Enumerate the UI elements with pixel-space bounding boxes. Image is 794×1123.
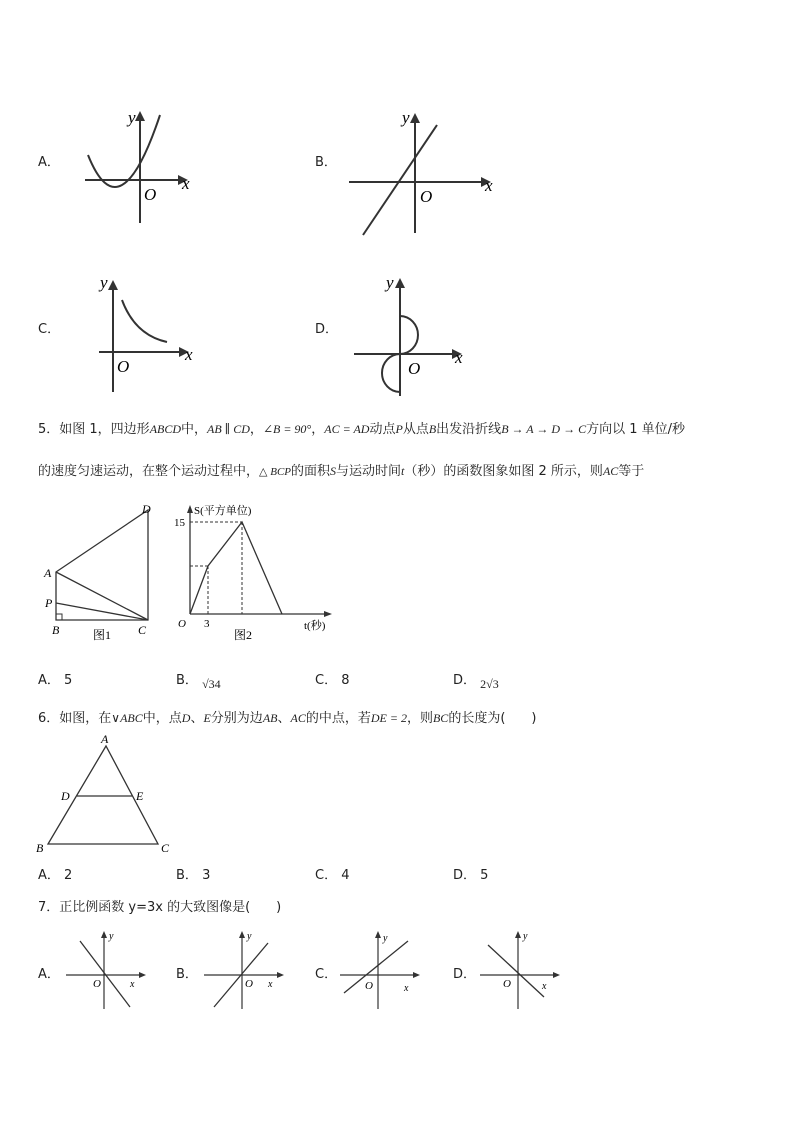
q5-text: 与运动时间 bbox=[336, 464, 402, 479]
q5-text: 的面积 bbox=[291, 464, 331, 479]
q5-cond-angle: ∠B = 90° bbox=[262, 422, 312, 436]
q5-path: B → A → D → C bbox=[501, 422, 587, 436]
q6-triangle: ∨ABC bbox=[111, 711, 143, 725]
q6-de: DE = 2 bbox=[370, 711, 407, 725]
q7-text: 正比例函数 y=3x 的大致图像是( ) bbox=[59, 900, 282, 915]
q4-option-b-graph bbox=[345, 105, 505, 240]
q5-option-c[interactable] bbox=[315, 669, 350, 688]
q5-text: 如图 1，四边形 bbox=[59, 422, 150, 437]
q7d-origin-label: O bbox=[503, 978, 511, 990]
q5-text: （秒）的函数图象如图 2 所示，则 bbox=[404, 464, 603, 479]
fig2-origin: O bbox=[178, 618, 186, 630]
q6-number: 6． bbox=[38, 711, 60, 726]
q5-opt-label: B． bbox=[176, 673, 198, 688]
q5-opt-label: C． bbox=[315, 673, 338, 688]
q6-text: 、 bbox=[190, 711, 204, 726]
q7-option-a-graph bbox=[64, 927, 154, 1012]
q7b-origin-label: O bbox=[245, 978, 253, 990]
q5-text: 动点 bbox=[369, 422, 396, 437]
q4a-y-label: y bbox=[128, 108, 136, 127]
q6-text: 的长度为( ) bbox=[448, 711, 537, 726]
q5-figure2 bbox=[172, 500, 342, 650]
q6-text: 、 bbox=[277, 711, 291, 726]
q4-option-c-label[interactable]: C． bbox=[38, 322, 61, 337]
q5-line1 bbox=[38, 418, 685, 437]
q4-option-a-graph bbox=[80, 105, 200, 225]
q5-option-a[interactable] bbox=[38, 669, 72, 688]
fig2-x-tick: 3 bbox=[204, 618, 210, 630]
q5-line2 bbox=[38, 460, 644, 479]
q6-opt-value: 4 bbox=[341, 868, 350, 883]
q4c-y-label: y bbox=[100, 273, 108, 292]
q6-opt-value: 5 bbox=[480, 868, 489, 883]
fig1-label-b: B bbox=[52, 623, 60, 637]
q7-option-d-label[interactable]: D． bbox=[453, 967, 477, 982]
q5-option-b[interactable] bbox=[176, 669, 221, 691]
q7c-y-label: y bbox=[383, 933, 388, 944]
q6-label-b: B bbox=[36, 841, 44, 855]
q5-quad: ABCD bbox=[149, 422, 182, 436]
q5-sep: ， bbox=[311, 422, 325, 437]
q5-text: 的速度匀速运动，在整个运动过程中， bbox=[38, 464, 260, 479]
q5-opt-value: 2√3 bbox=[480, 677, 499, 691]
q4-option-a-label[interactable]: A． bbox=[38, 155, 60, 170]
q6-point-e: E bbox=[203, 711, 211, 725]
q4-option-d-graph bbox=[350, 270, 475, 400]
q6-label-e: E bbox=[136, 789, 144, 803]
q6-option-d[interactable] bbox=[453, 864, 488, 883]
q5-opt-value: 5 bbox=[64, 673, 73, 688]
q6-opt-label: D． bbox=[453, 868, 477, 883]
fig2-x-label: t(秒) bbox=[304, 620, 326, 632]
q5-text: 方向以 1 单位/秒 bbox=[586, 422, 686, 437]
q6-opt-label: A． bbox=[38, 868, 60, 883]
q5-cond-parallel: AB ∥ CD bbox=[207, 422, 250, 436]
q5-figure1 bbox=[38, 500, 168, 650]
q6-point-d: D bbox=[181, 711, 191, 725]
q5-number: 5． bbox=[38, 422, 60, 437]
q4-option-b-label[interactable]: B． bbox=[315, 155, 337, 170]
q6-ab: AB bbox=[262, 711, 278, 725]
fig2-caption: 图2 bbox=[234, 628, 253, 642]
q6-opt-label: C． bbox=[315, 868, 338, 883]
q5-text: 中， bbox=[181, 422, 208, 437]
q5-point-p: P bbox=[395, 422, 403, 436]
q5-point-b: B bbox=[428, 422, 437, 436]
q4c-x-label: x bbox=[185, 345, 193, 364]
q7c-x-label: x bbox=[404, 983, 409, 994]
q7-option-b-label[interactable]: B． bbox=[176, 967, 198, 982]
fig2-y-label: S(平方单位) bbox=[194, 505, 252, 517]
q4b-origin-label: O bbox=[420, 187, 433, 206]
q4d-origin-label: O bbox=[408, 359, 421, 378]
q7b-y-label: y bbox=[247, 931, 252, 942]
q6-opt-value: 2 bbox=[64, 868, 73, 883]
q7-option-c-graph bbox=[338, 927, 428, 1012]
q5-cond-equal: AC = AD bbox=[324, 422, 370, 436]
q6-option-b[interactable] bbox=[176, 864, 210, 883]
q4b-y-label: y bbox=[402, 108, 410, 127]
q5-opt-value: 8 bbox=[341, 673, 350, 688]
q5-opt-label: A． bbox=[38, 673, 60, 688]
q7d-y-label: y bbox=[523, 931, 528, 942]
q7d-x-label: x bbox=[542, 981, 547, 992]
q6-figure bbox=[34, 730, 184, 855]
q7c-origin-label: O bbox=[365, 980, 373, 992]
q7a-x-label: x bbox=[130, 979, 135, 990]
q6-option-a[interactable] bbox=[38, 864, 72, 883]
q6-ac: AC bbox=[290, 711, 306, 725]
q4-option-c-graph bbox=[95, 270, 205, 400]
q6-label-a: A bbox=[101, 732, 109, 746]
q4d-x-label: x bbox=[455, 348, 463, 367]
q7-option-a-label[interactable]: A． bbox=[38, 967, 60, 982]
q5-ac: AC bbox=[602, 464, 619, 478]
q6-bc: BC bbox=[432, 711, 449, 725]
q6-text: 中，点 bbox=[142, 711, 182, 726]
q6-label-d: D bbox=[61, 789, 70, 803]
q7a-origin-label: O bbox=[93, 978, 101, 990]
q5-opt-value: √34 bbox=[202, 677, 221, 691]
q5-text: 等于 bbox=[618, 464, 645, 479]
q6-label-c: C bbox=[161, 841, 170, 855]
q7-number: 7． bbox=[38, 900, 60, 915]
q5-sep: ， bbox=[249, 422, 263, 437]
q4a-x-label: x bbox=[182, 174, 190, 193]
q5-var-s: S bbox=[330, 464, 337, 478]
q6-text: 的中点，若 bbox=[305, 711, 371, 726]
q6-opt-label: B． bbox=[176, 868, 198, 883]
fig1-label-a: A bbox=[44, 566, 52, 580]
fig1-caption: 图1 bbox=[93, 628, 112, 642]
q6-stem bbox=[38, 707, 536, 726]
q4d-y-label: y bbox=[386, 273, 394, 292]
fig1-label-p: P bbox=[45, 596, 53, 610]
fig2-y-tick: 15 bbox=[174, 517, 185, 529]
q7-option-c-label[interactable]: C． bbox=[315, 967, 338, 982]
q5-text: 出发沿折线 bbox=[436, 422, 502, 437]
q5-option-d[interactable] bbox=[453, 669, 499, 691]
q7-stem bbox=[38, 896, 281, 915]
q4-option-d-label[interactable]: D． bbox=[315, 322, 339, 337]
q6-option-c[interactable] bbox=[315, 864, 350, 883]
q6-text: ，则 bbox=[406, 711, 433, 726]
q7a-y-label: y bbox=[109, 931, 114, 942]
q5-var-t: t bbox=[401, 464, 405, 478]
q7b-x-label: x bbox=[268, 979, 273, 990]
fig1-label-c: C bbox=[138, 623, 147, 637]
q4c-origin-label: O bbox=[117, 357, 130, 376]
q6-opt-value: 3 bbox=[202, 868, 211, 883]
q7-option-d-graph bbox=[478, 927, 568, 1012]
q7-option-b-graph bbox=[202, 927, 292, 1012]
q4a-origin-label: O bbox=[144, 185, 157, 204]
q5-text: 从点 bbox=[402, 422, 429, 437]
q6-text: 分别为边 bbox=[210, 711, 263, 726]
q6-text: 如图，在 bbox=[59, 711, 112, 726]
q5-triangle: △ BCP bbox=[259, 466, 292, 478]
q4b-x-label: x bbox=[485, 176, 493, 195]
fig1-label-d: D bbox=[142, 502, 151, 516]
q5-opt-label: D． bbox=[453, 673, 477, 688]
